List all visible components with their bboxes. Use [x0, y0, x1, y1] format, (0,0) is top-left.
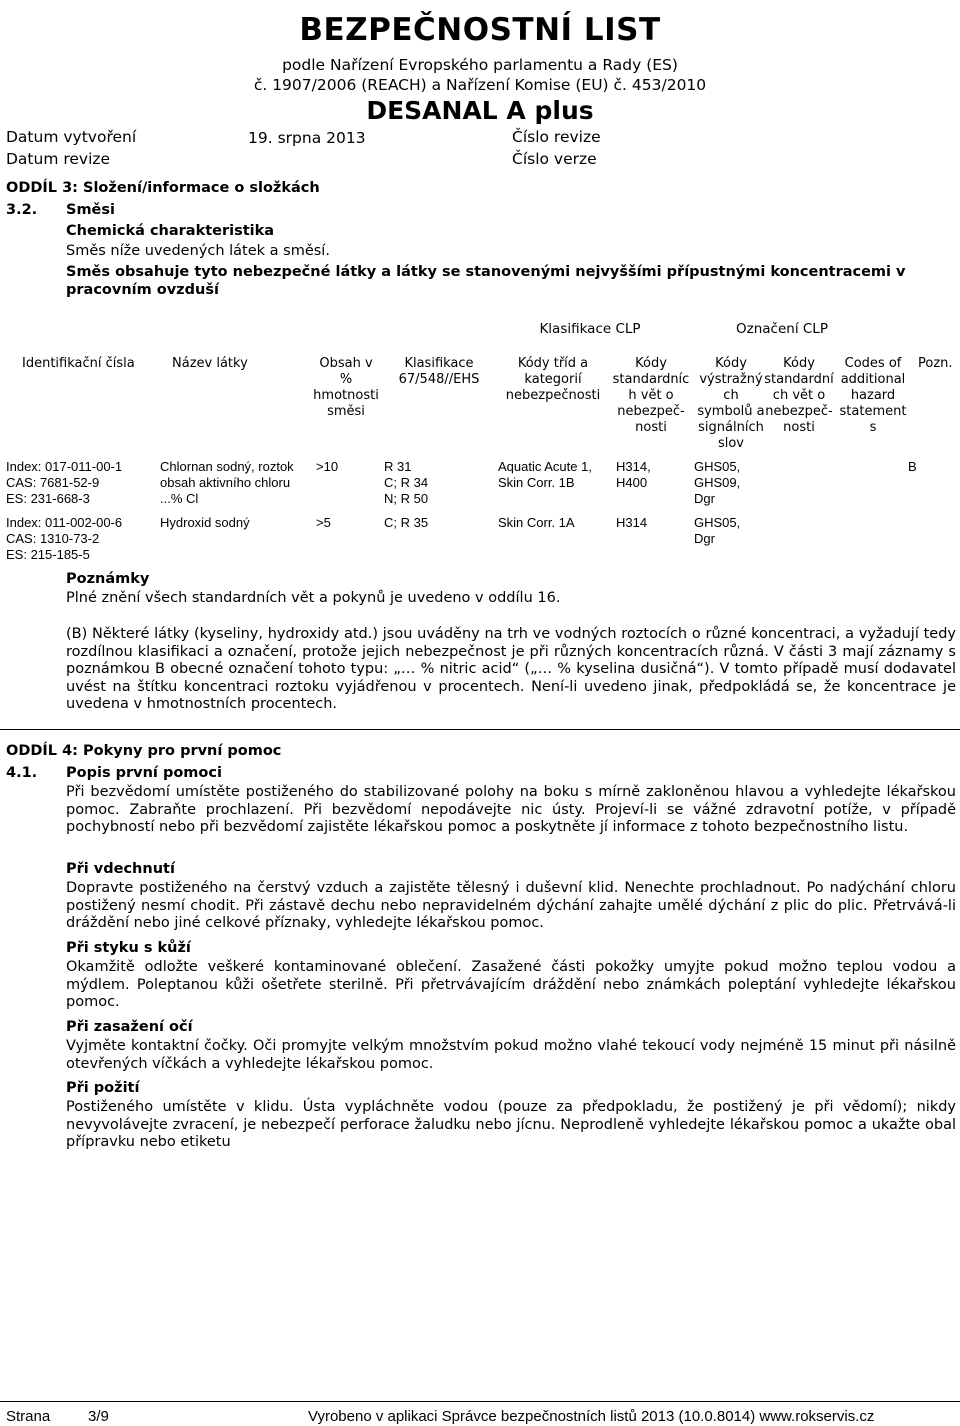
group-header-clp-classification: Klasifikace CLP: [539, 321, 641, 337]
revision-number-label: Číslo revize: [512, 128, 601, 146]
hazardous-substances-intro: Směs obsahuje tyto nebezpečné látky a látky se stanovenými nejvyššími přípustnými koncentracemi v pracovním ovzduší: [66, 264, 906, 298]
row-1-content: >10: [316, 459, 339, 474]
column-header-pictogram-codes: Kódy výstražný ch symbolů a signálních slov: [697, 356, 765, 451]
section-divider: [0, 729, 960, 730]
row-2-pictograms: GHS05, Dgr: [694, 515, 741, 546]
page-label: Strana: [6, 1408, 51, 1425]
row-1-h-codes: H314, H400: [616, 459, 651, 490]
column-header-additional-codes: Codes of additional hazard statement s: [839, 356, 907, 435]
row-1-substance-name: Chlornan sodný, roztok obsah aktivního chloru ...% Cl: [160, 459, 294, 506]
section-3-2-title: Směsi: [66, 202, 115, 218]
skin-contact-heading: Při styku s kůží: [66, 940, 191, 956]
group-header-clp-labelling: Označení CLP: [736, 321, 828, 337]
created-value: 19. srpna 2013: [248, 129, 366, 147]
row-2-content: >5: [316, 515, 331, 530]
row-1-note: B: [908, 459, 917, 474]
notes-heading: Poznámky: [66, 571, 150, 587]
notes-full-text-reference: Plné znění všech standardních vět a pokynů je uvedeno v oddílu 16.: [66, 590, 561, 606]
column-header-identification: Identifikační čísla: [22, 356, 135, 371]
footer-divider: [0, 1401, 960, 1402]
regulation-line-1: podle Nařízení Evropského parlamentu a Rady (ES): [282, 56, 678, 74]
section-4-1-title: Popis první pomoci: [66, 765, 222, 781]
eye-contact-heading: Při zasažení očí: [66, 1019, 193, 1035]
row-1-hazard-class: Aquatic Acute 1, Skin Corr. 1B: [498, 459, 592, 490]
row-1-identification: Index: 017-011-00-1 CAS: 7681-52-9 ES: 231-668-3: [6, 459, 123, 506]
chemical-characteristics-heading: Chemická charakteristika: [66, 223, 275, 239]
document-title: BEZPEČNOSTNÍ LIST: [299, 12, 661, 48]
note-b-text: (B) Některé látky (kyseliny, hydroxidy atd.) jsou uváděny na trh ve vodných roztocích o různé koncentraci, a vyžadují tedy rozdílnou klasifikaci a označení, protože jejich nebezpečnost je při různých koncentracích různá. V části 3 mají záznamy s poznámkou B obecné označení tohoto typu: „… % nitric acid“ („… % kyselina dusičná“). V tomto případě musí dodavatel uvést na štítku koncentraci roztoku vyjádřenou v procentech. Není-li uvedeno jinak, předpokládá se, že koncentrace je uvedena v hmotnostních procentech.: [66, 626, 956, 712]
skin-contact-text: Okamžitě odložte veškeré kontaminované oblečení. Zasažené části pokožky umyjte pokud možno teplou vodou a mýdlem. Poleptanou kůži ošetřete sterilně. Při přetrvávajícím dráždění nebo známkách poleptání vyhledejte lékařskou pomoc.: [66, 959, 956, 1010]
eye-contact-text: Vyjměte kontaktní čočky. Oči promyjte velkým množstvím pokud možno vlahé tekoucí vody nejméně 15 minut při násilně otevřených víčkách a vyhledejte lékařskou pomoc.: [66, 1038, 956, 1072]
inhalation-heading: Při vdechnutí: [66, 861, 175, 877]
row-1-pictograms: GHS05, GHS09, Dgr: [694, 459, 741, 506]
generator-note: Vyrobeno v aplikaci Správce bezpečnostních listů 2013 (10.0.8014) www.rokservis.cz: [308, 1408, 875, 1425]
mixture-description: Směs níže uvedených látek a směsí.: [66, 243, 330, 259]
column-header-classification-67-548: Klasifikace 67/548//EHS: [398, 356, 480, 387]
inhalation-text: Dopravte postiženého na čerstvý vzduch a zajistěte tělesný i duševní klid. Nenechte prochladnout. Po nadýchání chloru postižený nesmí chodit. Při zástavě dechu nebo nepravidelném dýchání zahajte umělé dýchání z plic do plic. Přetrvává-li dráždění nebo jiné celkové příznaky, vyhledejte lékařskou pomoc.: [66, 880, 956, 931]
column-header-hazard-class-codes: Kódy tříd a kategorií nebezpečnosti: [505, 356, 601, 403]
revision-date-label: Datum revize: [6, 150, 111, 168]
ingestion-heading: Při požití: [66, 1080, 140, 1096]
column-header-content: Obsah v % hmotnosti směsi: [313, 356, 379, 419]
column-header-label-statement-codes: Kódy standardní ch vět o nebezpeč- nosti: [764, 356, 834, 435]
regulation-line-2: č. 1907/2006 (REACH) a Nařízení Komise (EU) č. 453/2010: [253, 76, 707, 94]
column-header-substance-name: Název látky: [172, 356, 248, 371]
row-2-substance-name: Hydroxid sodný: [160, 515, 250, 530]
section-3-title: ODDÍL 3: Složení/informace o složkách: [6, 180, 320, 196]
column-header-note: Pozn.: [918, 356, 953, 371]
column-header-hazard-statement-codes: Kódy standardníc h vět o nebezpeč- nosti: [612, 356, 690, 435]
section-3-2-number: 3.2.: [6, 202, 38, 218]
first-aid-intro: Při bezvědomí umístěte postiženého do stabilizované polohy na boku s mírně zakloněnou hlavou a vyhledejte lékařskou pomoc. Zabraňte prochlazení. Při bezvědomí nepodávejte nic ústy. Projeví-li se vážné zdravotní potíže, v případě pochybností nebo při bezvědomí zajistěte lékařskou pomoc a poskytněte jí informace z tohoto bezpečnostního listu.: [66, 784, 956, 835]
row-2-classification-67-548: C; R 35: [384, 515, 429, 530]
version-number-label: Číslo verze: [512, 150, 597, 168]
row-1-classification-67-548: R 31 C; R 34 N; R 50: [384, 459, 429, 506]
section-4-title: ODDÍL 4: Pokyny pro první pomoc: [6, 743, 282, 759]
created-label: Datum vytvoření: [6, 128, 137, 146]
ingestion-text: Postiženého umístěte v klidu. Ústa vypláchněte vodou (pouze za předpokladu, že postižený je při vědomí); nikdy nevyvolávejte zvracení, je nebezpečí perforace žaludku nebo jícnu. Neprodleně vyhledejte lékařskou pomoc a ukažte obal přípravku nebo etiketu: [66, 1099, 956, 1150]
row-2-h-codes: H314: [616, 515, 648, 530]
row-2-hazard-class: Skin Corr. 1A: [498, 515, 575, 530]
row-2-identification: Index: 011-002-00-6 CAS: 1310-73-2 ES: 215-185-5: [6, 515, 123, 562]
page-number: 3/9: [88, 1408, 109, 1425]
product-name: DESANAL A plus: [366, 96, 594, 125]
section-4-1-number: 4.1.: [6, 765, 38, 781]
